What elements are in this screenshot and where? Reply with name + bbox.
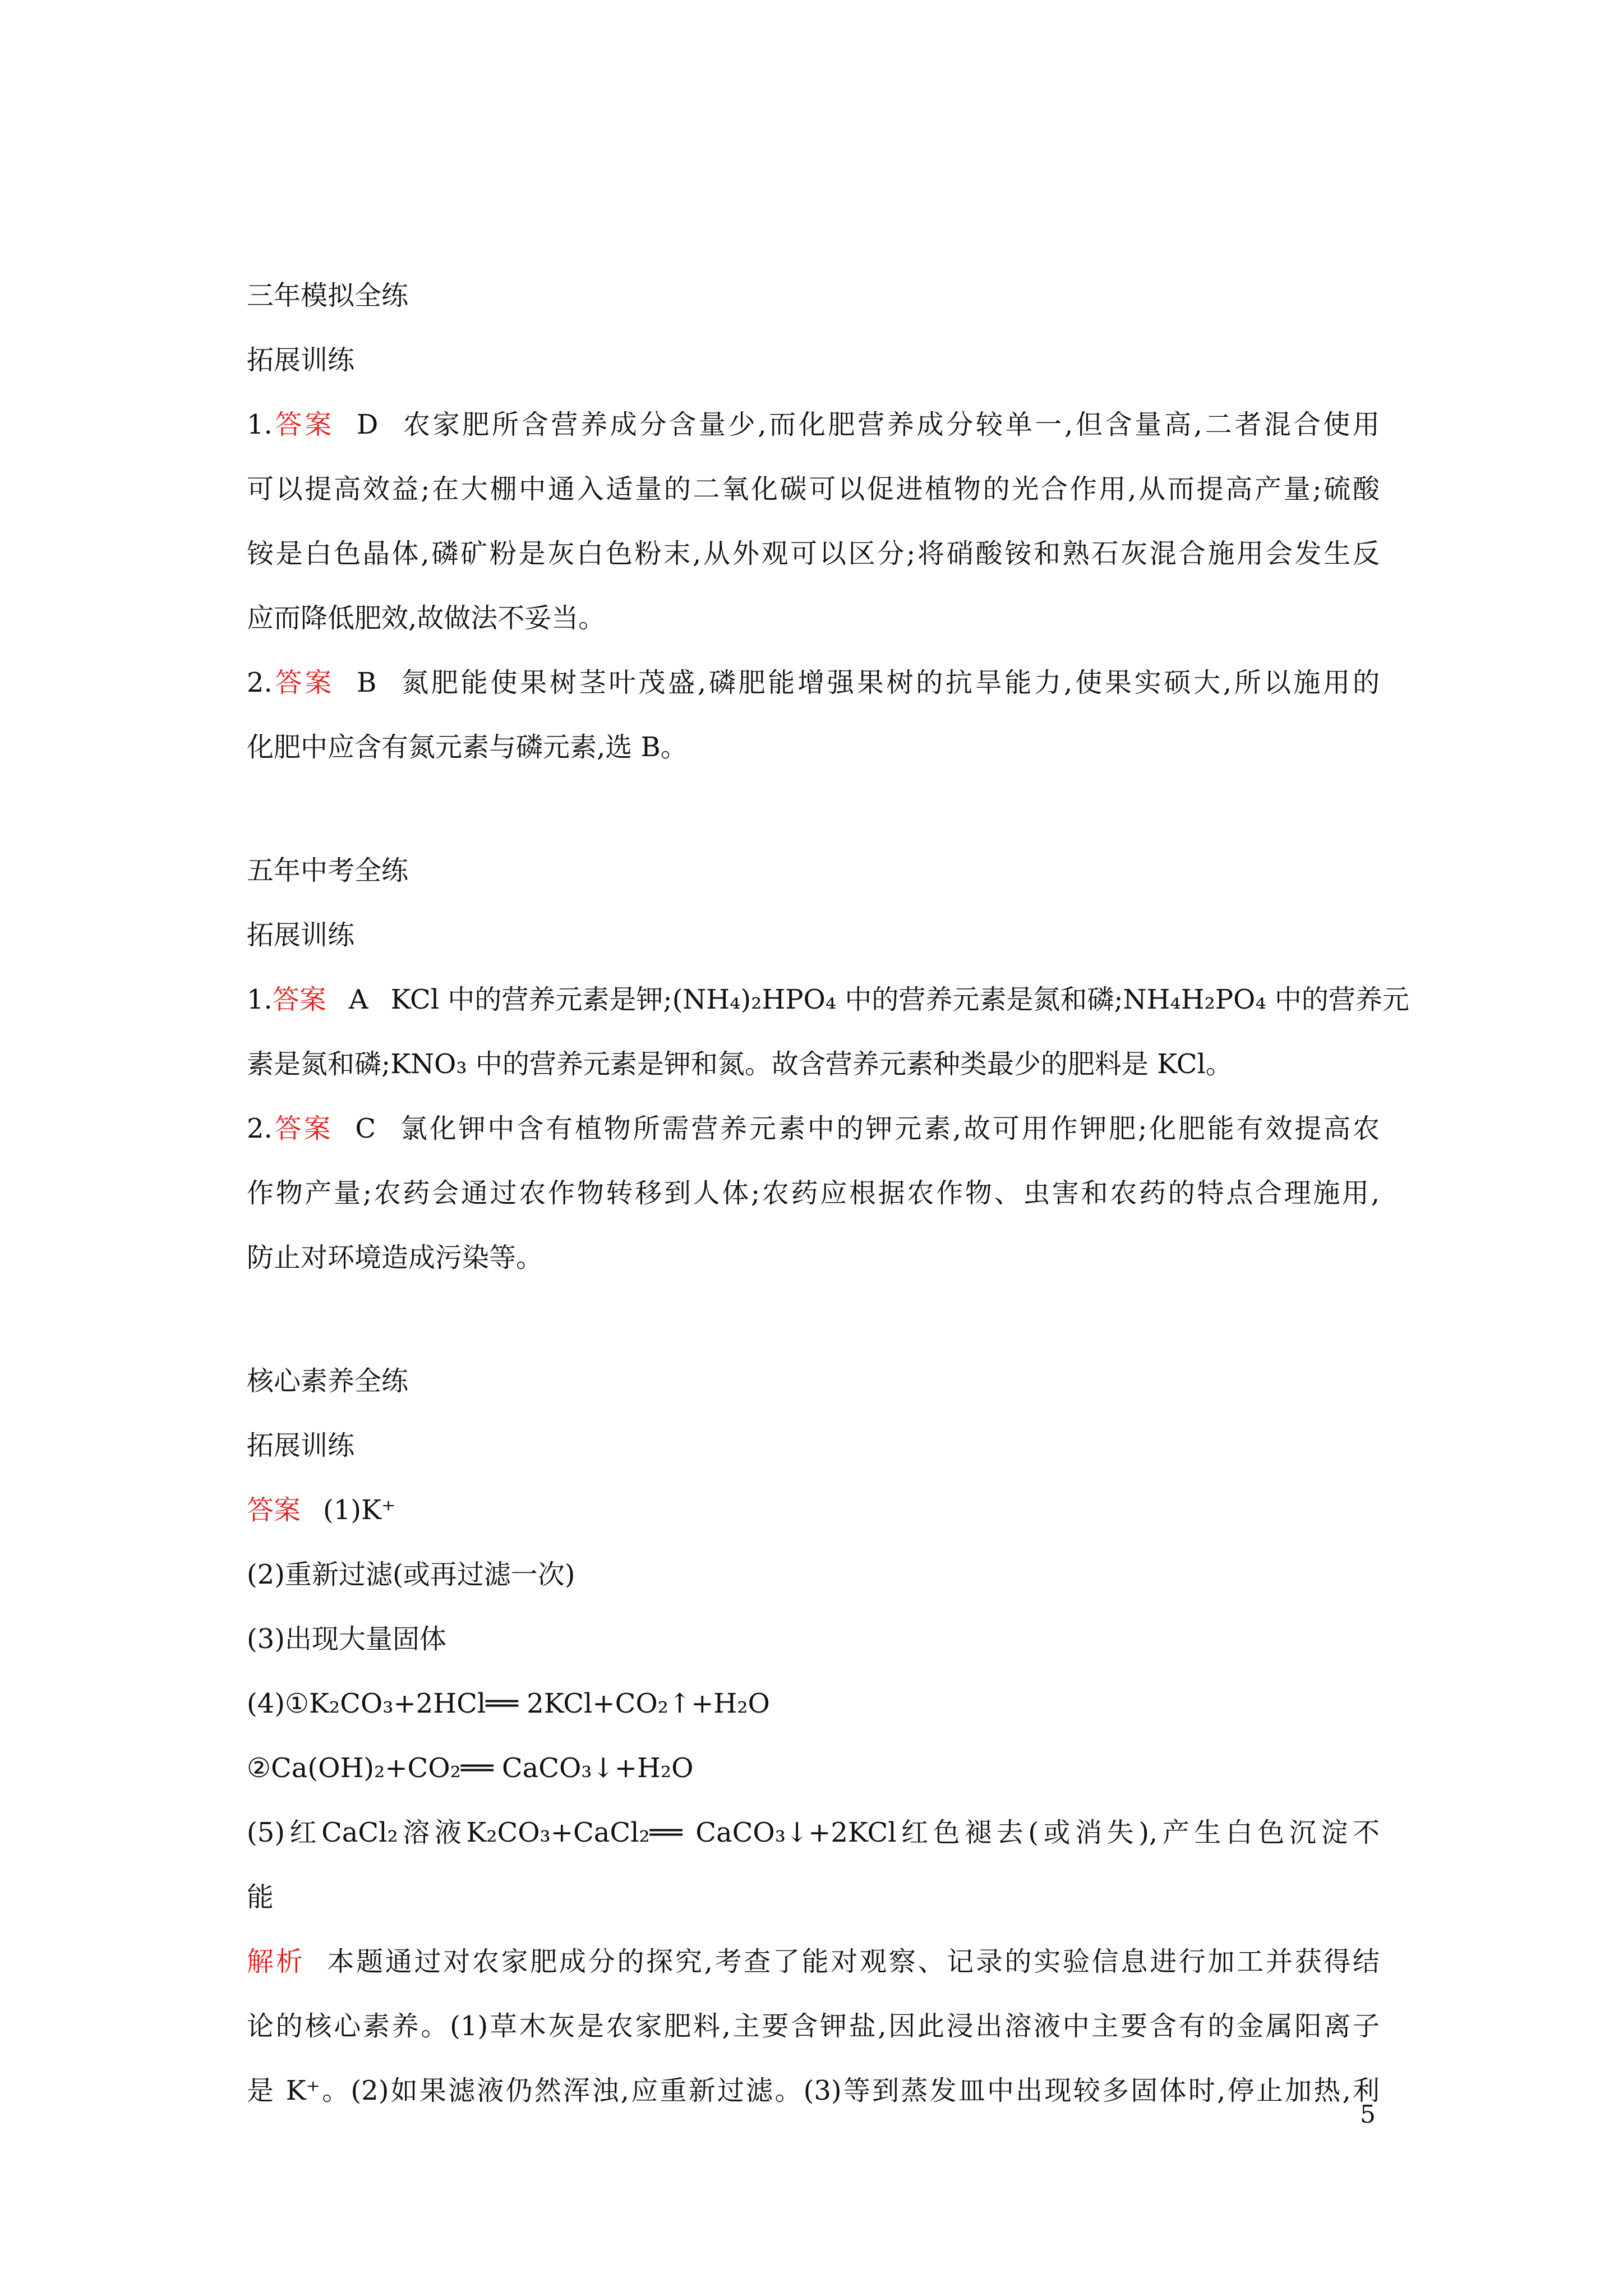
answer-5-part: (5)红: [247, 1817, 322, 1848]
item-number: 2.: [247, 1113, 273, 1144]
analysis-label: 解析: [247, 1946, 305, 1977]
answer-line: (2)重新过滤(或再过滤一次): [247, 1559, 575, 1590]
answer-5-part: 不: [1352, 1817, 1380, 1848]
answer-text-line: 作物产量;农药会通过农作物转移到人体;农药应根据农作物、虫害和农药的特点合理施用,: [247, 1177, 1380, 1209]
answer-label: 答案: [272, 667, 335, 698]
answer-5-part: CaCl₂溶液: [321, 1817, 467, 1848]
answer-5-part: K₂CO₃+CaCl₂══ CaCO₃↓+2KCl: [466, 1817, 897, 1848]
section-title: 五年中考全练: [247, 855, 409, 886]
answer-text-line: 氯化钾中含有植物所需营养元素中的钾元素,故可用作钾肥;化肥能有效提高农: [398, 1113, 1380, 1144]
answer-item: [247, 1097, 1380, 1290]
analysis-text-line: 是 K⁺。(2)如果滤液仍然浑浊,应重新过滤。(3)等到蒸发皿中出现较多固体时,停止加热,利: [247, 2075, 1380, 2106]
section-title: 三年模拟全练: [247, 280, 409, 311]
section-subtitle: 拓展训练: [247, 1430, 355, 1461]
section-subtitle: 拓展训练: [247, 919, 355, 951]
answer-text-line: 农家肥所含营养成分含量少,而化肥营养成分较单一,但含量高,二者混合使用: [400, 409, 1380, 440]
answer-item: [247, 393, 1380, 651]
answer-choice: D: [356, 409, 379, 440]
section-title: 核心素养全练: [247, 1365, 409, 1397]
answer-label: 答案: [272, 1113, 333, 1144]
answer-label: 答案: [272, 984, 326, 1015]
page-content: [247, 264, 1409, 2123]
answer-line: (4)①K₂CO₃+2HCl══ 2KCl+CO₂↑+H₂O: [247, 1688, 770, 1719]
answer-text-line: 化肥中应含有氮元素与磷元素,选 B。: [247, 731, 688, 763]
analysis-block: [247, 1930, 1380, 2123]
answer-block: [247, 1478, 1380, 1930]
answer-label: 答案: [272, 409, 334, 440]
answer-line: (3)出现大量固体: [247, 1623, 446, 1655]
section-subtitle: 拓展训练: [247, 344, 355, 376]
item-number: 1.: [247, 984, 273, 1015]
answer-text-line: 可以提高效益;在大棚中通入适量的二氧化碳可以促进植物的光合作用,从而提高产量;硫酸: [247, 473, 1380, 505]
answer-item: [247, 651, 1380, 780]
item-number: 2.: [247, 667, 273, 698]
answer-line: ②Ca(OH)₂+CO₂══ CaCO₃↓+H₂O: [247, 1752, 694, 1784]
answer-line: 能: [247, 1881, 274, 1913]
answer-text-line: 防止对环境造成污染等。: [247, 1242, 543, 1273]
answer-5-part: 红色褪去(或消失),产生白色沉淀: [896, 1817, 1353, 1848]
answer-line: (1)K⁺: [323, 1494, 396, 1526]
answer-choice: C: [355, 1113, 376, 1144]
page-number: 5: [1360, 2100, 1376, 2129]
answer-item: [247, 968, 1409, 1097]
answer-text-line: 氮肥能使果树茎叶茂盛,磷肥能增强果树的抗旱能力,使果实硕大,所以施用的: [399, 667, 1380, 698]
answer-text-line: 素是氮和磷;KNO₃ 中的营养元素是钾和氮。故含营养元素种类最少的肥料是 KCl。: [247, 1048, 1233, 1080]
answer-choice: A: [348, 984, 368, 1015]
analysis-text-line: 论的核心素养。(1)草木灰是农家肥料,主要含钾盐,因此浸出溶液中主要含有的金属阳离子: [247, 2010, 1380, 2042]
answer-text-line: 应而降低肥效,故做法不妥当。: [247, 602, 606, 634]
answer-text-line: 铵是白色晶体,磷矿粉是灰白色粉末,从外观可以区分;将硝酸铵和熟石灰混合施用会发生反: [247, 538, 1380, 569]
analysis-text-line: 本题通过对农家肥成分的探究,考查了能对观察、记录的实验信息进行加工并获得结: [327, 1946, 1380, 1977]
answer-text-line: KCl 中的营养元素是钾;(NH₄)₂HPO₄ 中的营养元素是氮和磷;NH₄H₂PO₄ 中的营养元: [390, 984, 1409, 1015]
item-number: 1.: [247, 409, 273, 440]
answer-choice: B: [357, 667, 377, 698]
answer-label: 答案: [247, 1494, 301, 1526]
